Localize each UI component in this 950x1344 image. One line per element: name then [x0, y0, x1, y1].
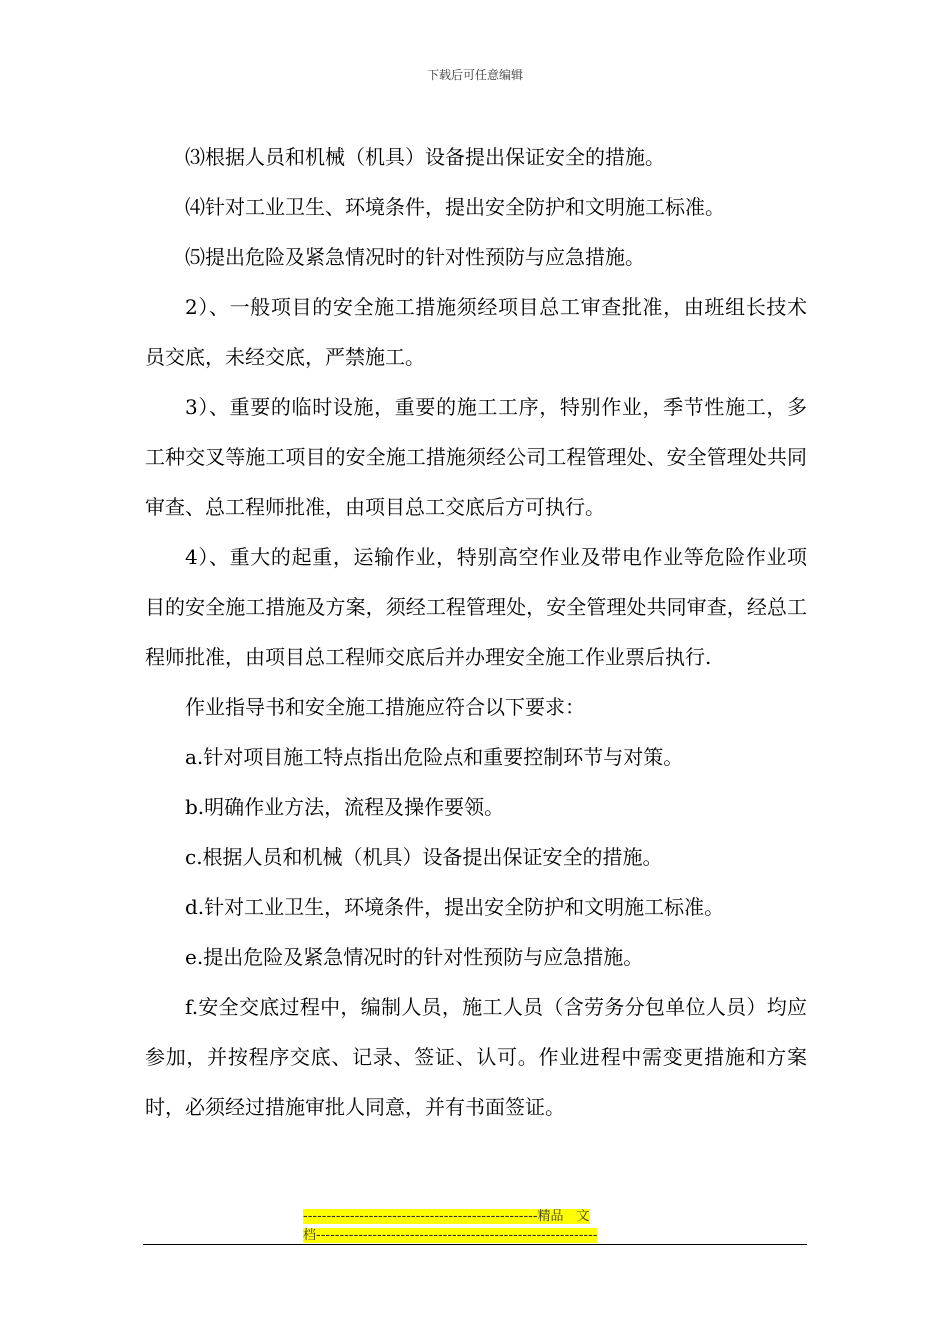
- paragraph: c.根据人员和机械（机具）设备提出保证安全的措施。: [185, 845, 663, 869]
- paragraph: 4）、重大的起重，运输作业，特别高空作业及带电作业等危险作业项目的安全施工措施及方案，须经工程管理处，安全管理处共同审查，经总工程师批准，由项目总工程师交底后并办理安全施工作业票后执行.: [145, 545, 807, 669]
- document-body: [145, 132, 807, 1132]
- paragraph: ⑸提出危险及紧急情况时的针对性预防与应急措施。: [185, 245, 645, 269]
- paragraph: d.针对工业卫生，环境条件，提出安全防护和文明施工标准。: [185, 895, 725, 919]
- paragraph: 2）、一般项目的安全施工措施须经项目总工审查批准，由班组长技术员交底，未经交底，严禁施工。: [145, 295, 807, 369]
- paragraph: e.提出危险及紧急情况时的针对性预防与应急措施。: [185, 945, 644, 969]
- paragraph: ⑶根据人员和机械（机具）设备提出保证安全的措施。: [185, 145, 665, 169]
- paragraph: 3）、重要的临时设施，重要的施工工序，特别作业，季节性施工，多工种交叉等施工项目的安全施工措施须经公司工程管理处、安全管理处共同审查、总工程师批准，由项目总工交底后方可执行。: [145, 395, 807, 519]
- paragraph: f.安全交底过程中，编制人员，施工人员（含劳务分包单位人员）均应参加，并按程序交底、记录、签证、认可。作业进程中需变更措施和方案时，必须经过措施审批人同意，并有书面签证。: [145, 995, 807, 1119]
- footer-divider: [143, 1244, 807, 1245]
- page-header: 下载后可任意编辑: [426, 68, 523, 82]
- footer-line-2: 档------------------------------------------------------------: [303, 1228, 598, 1243]
- paragraph: ⑷针对工业卫生、环境条件，提出安全防护和文明施工标准。: [185, 195, 725, 219]
- paragraph: 作业指导书和安全施工措施应符合以下要求：: [185, 695, 585, 719]
- paragraph: b.明确作业方法，流程及操作要领。: [185, 795, 505, 819]
- paragraph: a.针对项目施工特点指出危险点和重要控制环节与对策。: [185, 745, 684, 769]
- footer-line-1: --------------------------------------------------精品 文: [303, 1209, 590, 1224]
- footer-watermark: [303, 1207, 645, 1245]
